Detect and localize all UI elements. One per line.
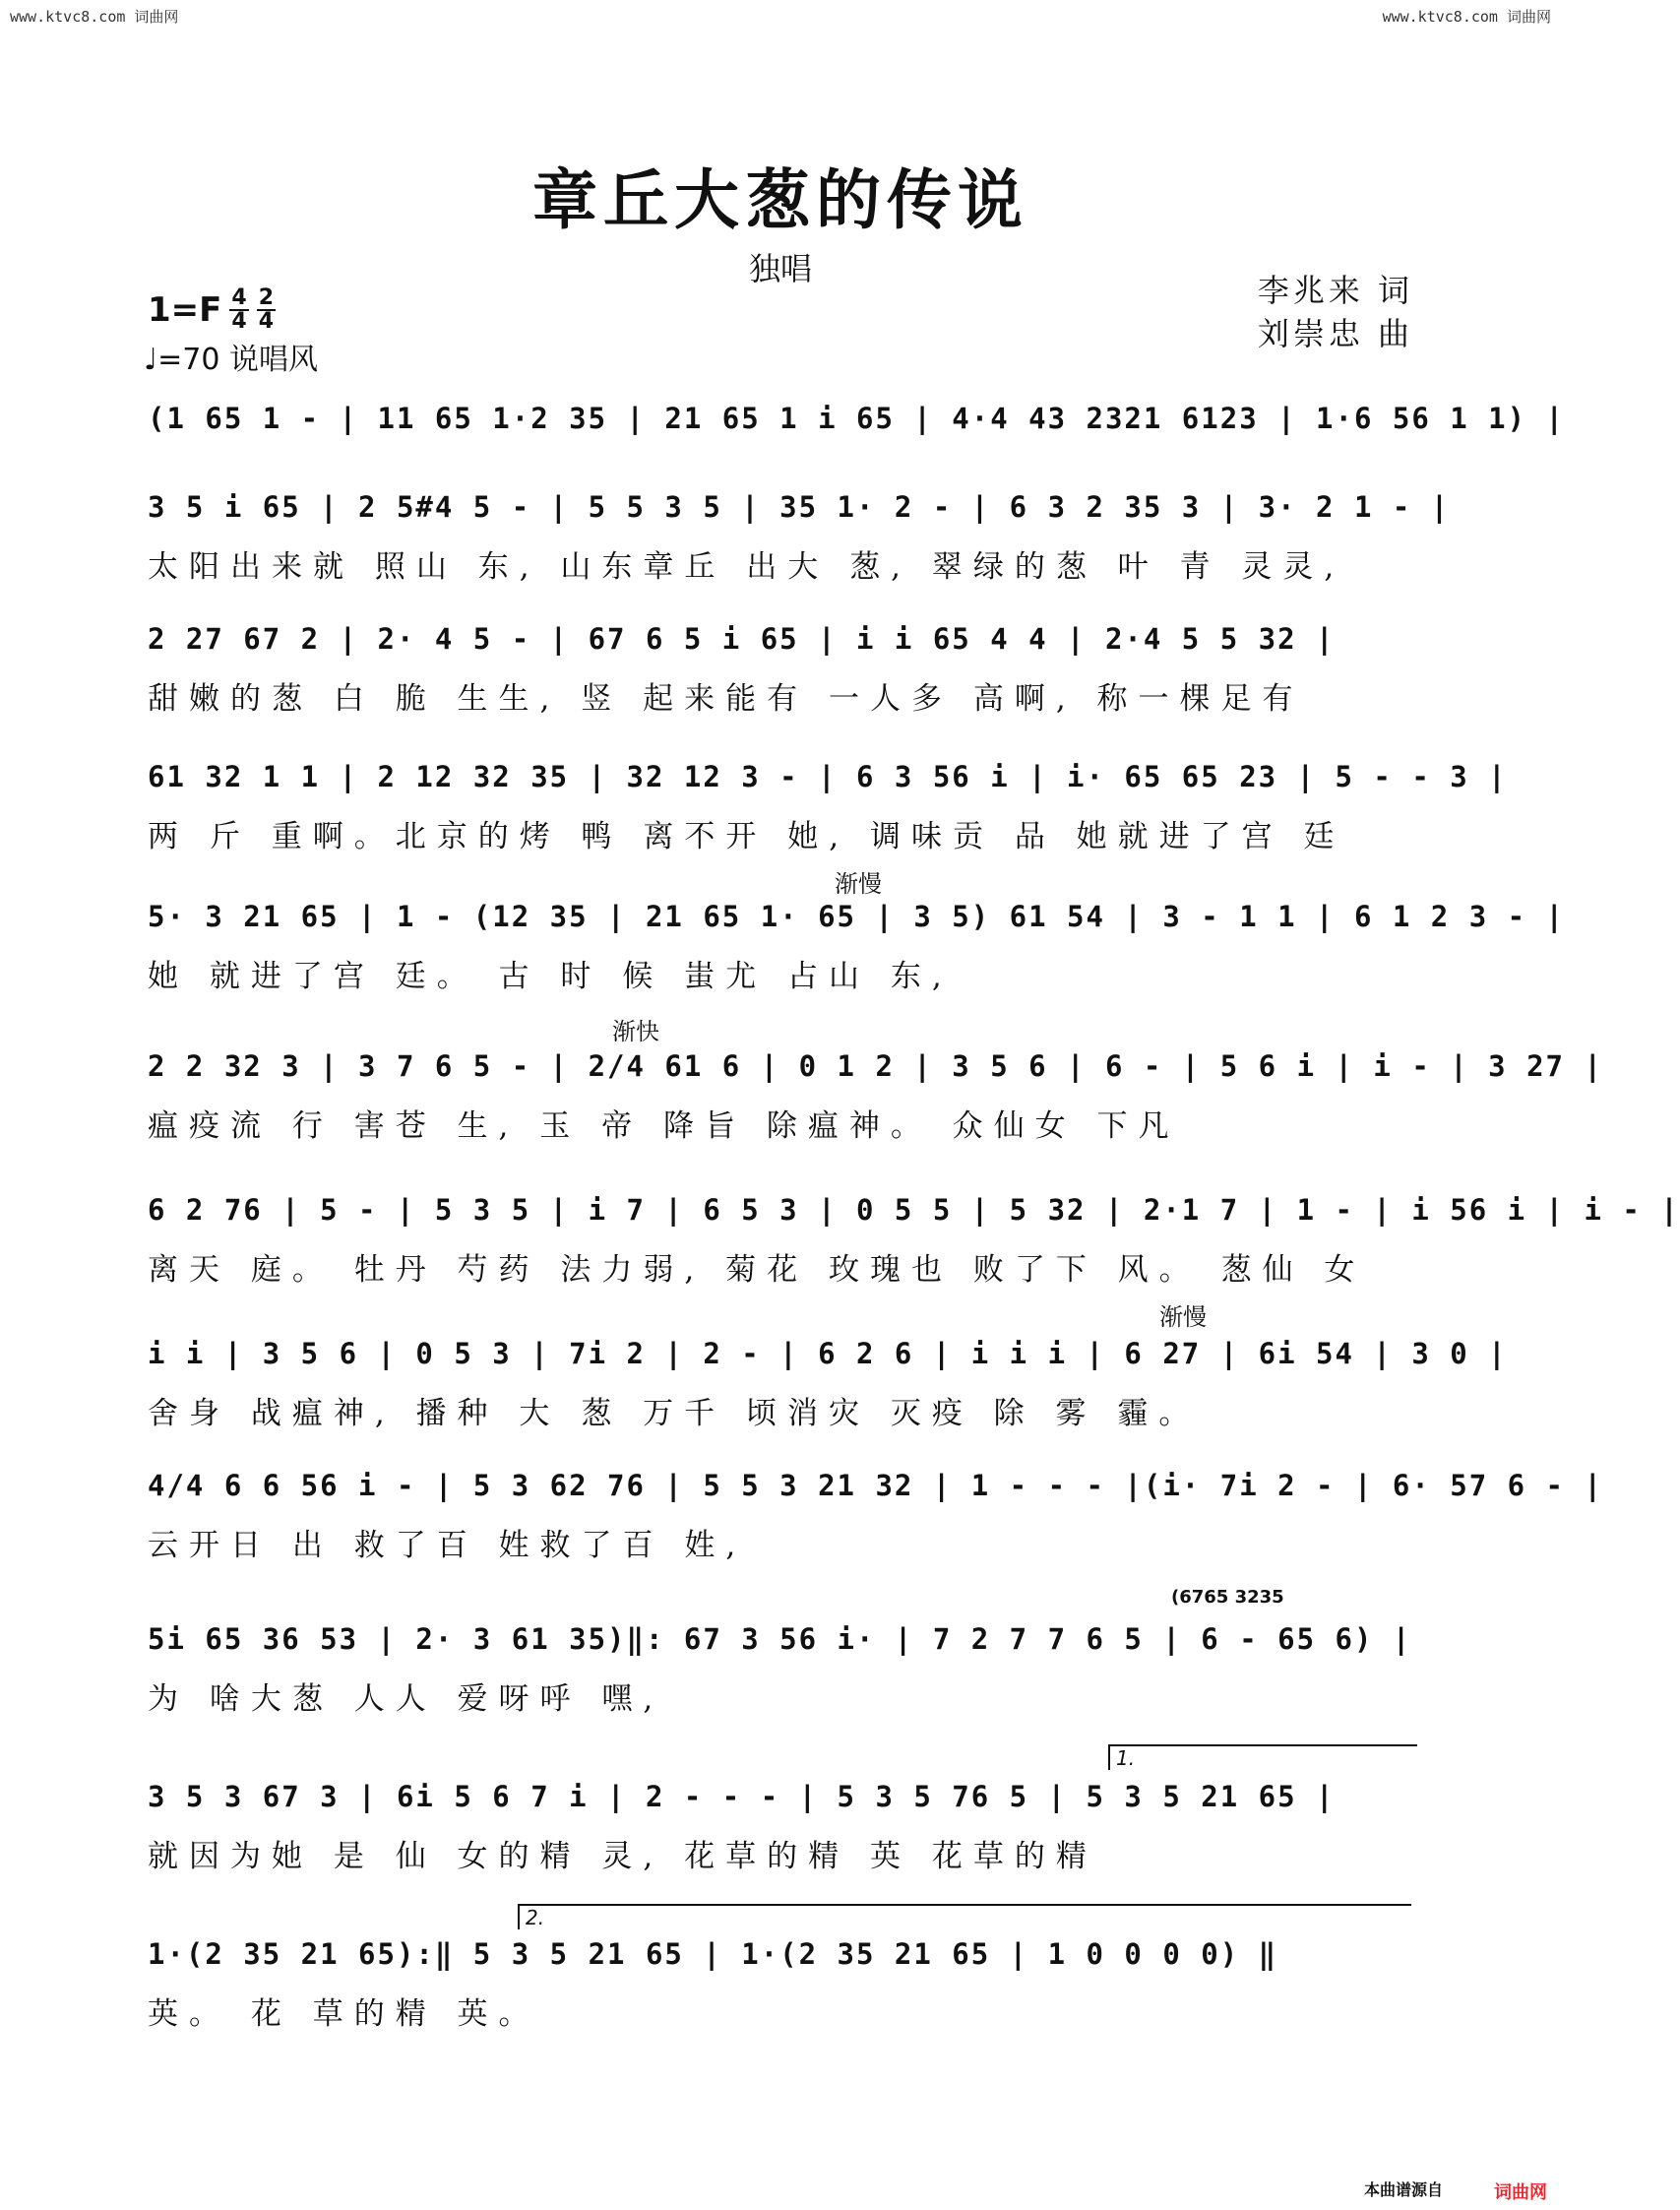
score-system-8 xyxy=(148,1337,1508,1435)
time-signature-2 xyxy=(257,287,276,333)
score-system-9 xyxy=(148,1469,1603,1567)
tempo-change-mark: 渐慢 xyxy=(835,870,882,898)
key-signature xyxy=(148,287,276,333)
lyrics-line: 为 啥大葱 人人 爱呀呼 嘿, xyxy=(148,1681,664,1717)
notation-line: 5i 65 36 53 | 2· 3 61 35)‖: 67 3 56 i· | 7 2 7 7 6 5 | 6 - 65 6) | xyxy=(148,1622,1412,1656)
score-system-10 xyxy=(148,1622,1417,1721)
score-system-7 xyxy=(148,1193,1680,1292)
volta-bracket-2: 2. xyxy=(518,1904,1411,1929)
lyricist-credit: 李兆来 词 xyxy=(1257,272,1413,309)
page-title: 章丘大葱的传说 xyxy=(532,161,1028,238)
lyrics-line: 太阳出来就 照山 东, 山东章丘 出大 葱, 翠绿的葱 叶 青 灵灵, xyxy=(148,549,1345,585)
small-grace-notes: (6765 3235 xyxy=(1171,1587,1284,1608)
notation-line: 2 2 32 3 | 3 7 6 5 - | 2/4 61 6 | 0 1 2 | 3 5 6 | 6 - | 5 6 i | i - | 3 27 | xyxy=(148,1049,1603,1083)
score-system-5 xyxy=(148,900,1566,998)
notation-line: 61 32 1 1 | 2 12 32 35 | 32 12 3 - | 6 3 56 i | i· 65 65 23 | 5 - - 3 | xyxy=(148,760,1508,793)
score-system-11 xyxy=(148,1780,1417,1878)
volta-bracket-1: 1. xyxy=(1108,1744,1417,1770)
score-system-2 xyxy=(148,490,1451,589)
notation-line: 2 27 67 2 | 2· 4 5 - | 67 6 5 i 65 | i i 65 4 4 | 2·4 5 5 32 | xyxy=(148,622,1336,656)
watermark-right: www.ktvc8.com 词曲网 xyxy=(1382,8,1551,26)
notation-line: 5· 3 21 65 | 1 - (12 35 | 21 65 1· 65 | 3 5) 61 54 | 3 - 1 1 | 6 1 2 3 - | xyxy=(148,900,1566,933)
notation-line: 1·(2 35 21 65):‖ 5 3 5 21 65 | 1·(2 35 21 65 | 1 0 0 0 0) ‖ xyxy=(148,1937,1278,1971)
lyrics-line: 离天 庭。 牡丹 芍药 法力弱, 菊花 玫瑰也 败了下 风。 葱仙 女 xyxy=(148,1252,1366,1288)
site-logo: 词曲网 xyxy=(1494,2182,1547,2203)
score-system-1 xyxy=(148,402,1566,500)
composer-credit: 刘崇忠 曲 xyxy=(1257,315,1413,352)
lyrics-line: 就因为她 是 仙 女的精 灵, 花草的精 英 花草的精 xyxy=(148,1839,1097,1874)
time-signature-1 xyxy=(229,287,248,333)
notation-line: 4/4 6 6 56 i - | 5 3 62 76 | 5 5 3 21 32 | 1 - - - |(i· 7i 2 - | 6· 57 6 - | xyxy=(148,1469,1603,1502)
lyrics-line: 云开日 出 救了百 姓救了百 姓, xyxy=(148,1528,747,1563)
watermark-left: www.ktvc8.com 词曲网 xyxy=(10,8,179,26)
notation-line: (1 65 1 - | 11 65 1·2 35 | 21 65 1 i 65 | 4·4 43 2321 6123 | 1·6 56 1 1) | xyxy=(148,402,1566,435)
lyrics-line: 两 斤 重啊。北京的烤 鸭 离不开 她, 调味贡 品 她就进了宫 廷 xyxy=(148,819,1345,854)
notation-line: i i | 3 5 6 | 0 5 3 | 7i 2 | 2 - | 6 2 6 | i i i | 6 27 | 6i 54 | 3 0 | xyxy=(148,1337,1508,1370)
source-note: 本曲谱源自 xyxy=(1363,2180,1443,2199)
subtitle: 独唱 xyxy=(748,250,812,287)
time2-numerator: 2 xyxy=(258,285,274,310)
notation-line: 3 5 i 65 | 2 5#4 5 - | 5 5 3 5 | 35 1· 2 - | 6 3 2 35 3 | 3· 2 1 - | xyxy=(148,490,1451,524)
lyrics-line: 她 就进了宫 廷。 古 时 候 蚩尤 占山 东, xyxy=(148,959,953,994)
score-system-3 xyxy=(148,622,1417,721)
lyrics-line: 舍身 战瘟神, 播种 大 葱 万千 顷消灾 灭疫 除 雾 霾。 xyxy=(148,1396,1201,1431)
key-text: 1=F xyxy=(148,290,222,330)
lyrics-line: 瘟疫流 行 害苍 生, 玉 帝 降旨 除瘟神。 众仙女 下凡 xyxy=(148,1108,1180,1144)
score-system-4 xyxy=(148,760,1508,858)
notation-line: 6 2 76 | 5 - | 5 3 5 | i 7 | 6 5 3 | 0 5 5 | 5 32 | 2·1 7 | 1 - | i 56 i | i - | xyxy=(148,1193,1680,1227)
tempo-marking: ♩=70 说唱风 xyxy=(144,343,318,377)
score-system-6 xyxy=(148,1049,1603,1148)
notation-line: 3 5 3 67 3 | 6i 5 6 7 i | 2 - - - | 5 3 5 76 5 | 5 3 5 21 65 | xyxy=(148,1780,1336,1813)
score-system-12 xyxy=(148,1937,1417,2036)
lyrics-line: 英。 花 草的精 英。 xyxy=(148,1996,540,2032)
time1-denominator: 4 xyxy=(231,309,247,334)
time2-denominator: 4 xyxy=(258,309,274,334)
lyrics-line: 甜嫩的葱 白 脆 生生, 竖 起来能有 一人多 高啊, 称一棵足有 xyxy=(148,681,1304,717)
tempo-change-mark: 渐快 xyxy=(612,1018,659,1045)
tempo-change-mark: 渐慢 xyxy=(1159,1303,1207,1331)
time1-numerator: 4 xyxy=(231,285,247,310)
